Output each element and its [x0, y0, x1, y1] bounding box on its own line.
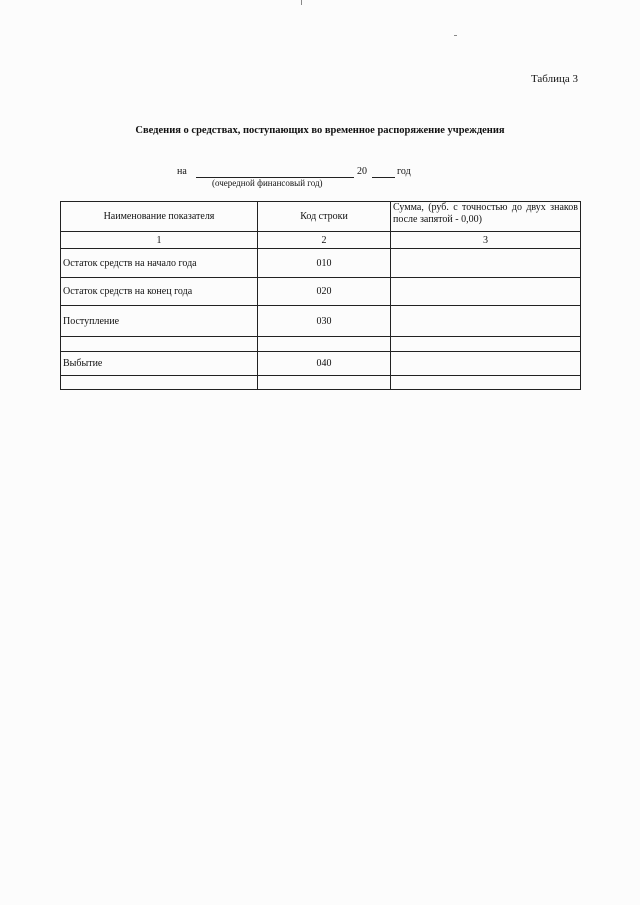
- row-code: 030: [258, 306, 391, 337]
- row-amount: [391, 337, 581, 352]
- column-number: 1: [61, 232, 258, 249]
- column-number: 2: [258, 232, 391, 249]
- row-name: [61, 376, 258, 390]
- funds-table: [60, 201, 581, 390]
- scan-mark: [454, 35, 457, 36]
- row-code: 040: [258, 352, 391, 376]
- scan-mark: [301, 0, 302, 5]
- row-amount: [391, 306, 581, 337]
- table-number-label: Таблица 3: [530, 73, 578, 85]
- row-code: [258, 376, 391, 390]
- table-row: [61, 337, 581, 352]
- column-header-name: Наименование показателя: [61, 202, 258, 232]
- table-row: [61, 249, 581, 278]
- period-year-prefix: 20: [357, 166, 367, 177]
- column-header-amount: Сумма, (руб. с точностью до двух знаков после запятой - 0,00): [391, 202, 581, 232]
- table-header-row: [61, 202, 581, 232]
- row-amount: [391, 278, 581, 306]
- table-row: [61, 278, 581, 306]
- document-title: Сведения о средствах, поступающих во временное распоряжение учреждения: [135, 125, 505, 136]
- row-name: [61, 337, 258, 352]
- row-name: Остаток средств на конец года: [61, 278, 258, 306]
- row-name: Выбытие: [61, 352, 258, 376]
- column-header-code: Код строки: [258, 202, 391, 232]
- period-year-blank: [372, 177, 395, 178]
- table-row: [61, 376, 581, 390]
- row-name: Остаток средств на начало года: [61, 249, 258, 278]
- period-prefix: на: [177, 166, 187, 177]
- table-row: [61, 352, 581, 376]
- row-code: 010: [258, 249, 391, 278]
- period-year-suffix: год: [397, 166, 411, 177]
- table-row: [61, 306, 581, 337]
- row-code: [258, 337, 391, 352]
- row-amount: [391, 352, 581, 376]
- period-hint: (очередной финансовый год): [212, 178, 323, 188]
- row-name: Поступление: [61, 306, 258, 337]
- row-code: 020: [258, 278, 391, 306]
- column-number-row: [61, 232, 581, 249]
- row-amount: [391, 249, 581, 278]
- column-number: 3: [391, 232, 581, 249]
- row-amount: [391, 376, 581, 390]
